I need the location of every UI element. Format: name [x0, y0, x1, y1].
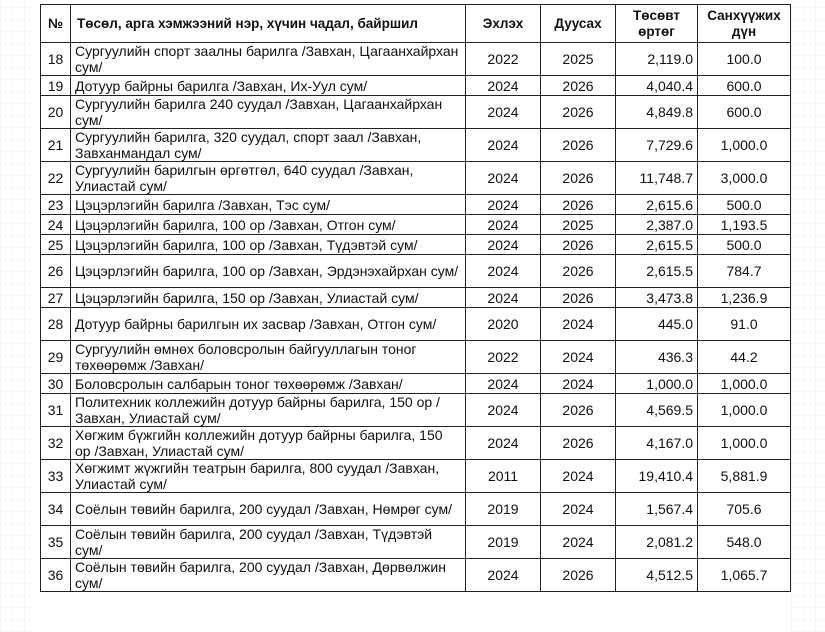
row-start-year: 2024: [466, 96, 541, 129]
row-number: 21: [41, 129, 71, 162]
row-funding-amount: 91.0: [698, 308, 791, 341]
row-start-year: 2024: [466, 427, 541, 460]
row-number: 34: [41, 493, 71, 526]
table-row: [41, 215, 791, 235]
row-end-year: 2024: [541, 374, 616, 394]
row-project-name: Хөгжим бүжгийн коллежийн дотуур байрны барилга, 150 ор /Завхан, Улиастай сум/: [71, 427, 466, 460]
row-funding-amount: 500.0: [698, 195, 791, 215]
row-budget-cost: 4,167.0: [616, 427, 698, 460]
row-end-year: 2026: [541, 255, 616, 288]
row-start-year: 2011: [466, 460, 541, 493]
decorative-pattern-right: [791, 0, 825, 632]
table-row: [41, 394, 791, 427]
table-row: [41, 288, 791, 308]
row-project-name: Дотуур байрны барилгын их засвар /Завхан, Отгон сум/: [71, 308, 466, 341]
row-budget-cost: 2,387.0: [616, 215, 698, 235]
row-funding-amount: 500.0: [698, 235, 791, 255]
row-number: 28: [41, 308, 71, 341]
row-number: 31: [41, 394, 71, 427]
row-funding-amount: 1,193.5: [698, 215, 791, 235]
row-start-year: 2024: [466, 255, 541, 288]
row-budget-cost: 436.3: [616, 341, 698, 374]
row-project-name: Хөгжимт жүжгийн театрын барилга, 800 суудал /Завхан, Улиастай сум/: [71, 460, 466, 493]
row-end-year: 2026: [541, 427, 616, 460]
row-number: 32: [41, 427, 71, 460]
table-row: [41, 526, 791, 559]
row-project-name: Сургуулийн спорт заалны барилга /Завхан, Цагаанхайрхан сум/: [71, 43, 466, 76]
row-budget-cost: 3,473.8: [616, 288, 698, 308]
table-row: [41, 162, 791, 195]
row-start-year: 2024: [466, 162, 541, 195]
row-number: 18: [41, 43, 71, 76]
row-project-name: Политехник коллежийн дотуур байрны барилга, 150 ор /Завхан, Улиастай сум/: [71, 394, 466, 427]
table-row: [41, 43, 791, 76]
row-budget-cost: 1,567.4: [616, 493, 698, 526]
row-number: 30: [41, 374, 71, 394]
row-funding-amount: 5,881.9: [698, 460, 791, 493]
row-number: 36: [41, 559, 71, 592]
row-budget-cost: 4,849.8: [616, 96, 698, 129]
row-funding-amount: 1,065.7: [698, 559, 791, 592]
row-end-year: 2025: [541, 215, 616, 235]
table-row: [41, 195, 791, 215]
row-start-year: 2022: [466, 341, 541, 374]
row-start-year: 2024: [466, 215, 541, 235]
row-funding-amount: 705.6: [698, 493, 791, 526]
row-budget-cost: 19,410.4: [616, 460, 698, 493]
row-project-name: Цэцэрлэгийн барилга /Завхан, Тэс сум/: [71, 195, 466, 215]
row-start-year: 2024: [466, 129, 541, 162]
row-project-name: Цэцэрлэгийн барилга, 100 ор /Завхан, Түдэвтэй сум/: [71, 235, 466, 255]
header-start: Эхлэх: [466, 5, 541, 43]
decorative-pattern-left: [0, 0, 34, 632]
row-number: 23: [41, 195, 71, 215]
row-funding-amount: 3,000.0: [698, 162, 791, 195]
table-row: [41, 129, 791, 162]
table-row: [41, 341, 791, 374]
row-end-year: 2026: [541, 76, 616, 96]
row-end-year: 2024: [541, 460, 616, 493]
projects-table: [40, 4, 791, 592]
row-end-year: 2026: [541, 394, 616, 427]
row-budget-cost: 1,000.0: [616, 374, 698, 394]
row-budget-cost: 2,081.2: [616, 526, 698, 559]
row-number: 22: [41, 162, 71, 195]
row-budget-cost: 445.0: [616, 308, 698, 341]
row-budget-cost: 2,615.5: [616, 235, 698, 255]
row-end-year: 2026: [541, 235, 616, 255]
row-start-year: 2024: [466, 374, 541, 394]
table-row: [41, 235, 791, 255]
row-funding-amount: 1,000.0: [698, 374, 791, 394]
table-row: [41, 427, 791, 460]
row-funding-amount: 1,236.9: [698, 288, 791, 308]
row-end-year: 2026: [541, 559, 616, 592]
row-number: 35: [41, 526, 71, 559]
row-funding-amount: 548.0: [698, 526, 791, 559]
row-funding-amount: 784.7: [698, 255, 791, 288]
row-project-name: Соёлын төвийн барилга, 200 суудал /Завхан, Нөмрөг сум/: [71, 493, 466, 526]
row-start-year: 2024: [466, 195, 541, 215]
row-start-year: 2024: [466, 235, 541, 255]
row-project-name: Сургуулийн барилгын өргөтгөл, 640 суудал /Завхан, Улиастай сум/: [71, 162, 466, 195]
row-number: 25: [41, 235, 71, 255]
row-funding-amount: 1,000.0: [698, 394, 791, 427]
table-row: [41, 76, 791, 96]
row-funding-amount: 600.0: [698, 76, 791, 96]
row-end-year: 2026: [541, 195, 616, 215]
row-end-year: 2026: [541, 129, 616, 162]
row-funding-amount: 100.0: [698, 43, 791, 76]
table-body: [41, 43, 791, 592]
row-budget-cost: 2,615.6: [616, 195, 698, 215]
row-project-name: Сургуулийн өмнөх боловсролын байгууллагын тоног төхөөрөмж /Завхан/: [71, 341, 466, 374]
row-number: 26: [41, 255, 71, 288]
row-number: 20: [41, 96, 71, 129]
row-start-year: 2019: [466, 493, 541, 526]
row-project-name: Сургуулийн барилга 240 суудал /Завхан, Цагаанхайрхан сум/: [71, 96, 466, 129]
row-project-name: Сургуулийн барилга, 320 суудал, спорт заал /Завхан, Завханмандал сум/: [71, 129, 466, 162]
row-budget-cost: 2,119.0: [616, 43, 698, 76]
table-row: [41, 96, 791, 129]
row-end-year: 2024: [541, 526, 616, 559]
header-cost: Төсөвт өртөг: [616, 5, 698, 43]
row-funding-amount: 44.2: [698, 341, 791, 374]
row-start-year: 2024: [466, 559, 541, 592]
row-project-name: Соёлын төвийн барилга, 200 суудал /Завхан, Түдэвтэй сум/: [71, 526, 466, 559]
row-number: 33: [41, 460, 71, 493]
row-funding-amount: 1,000.0: [698, 129, 791, 162]
row-budget-cost: 2,615.5: [616, 255, 698, 288]
header-name: Төсөл, арга хэмжээний нэр, хүчин чадал, байршил: [71, 5, 466, 43]
table-row: [41, 559, 791, 592]
row-number: 29: [41, 341, 71, 374]
header-end: Дуусах: [541, 5, 616, 43]
row-start-year: 2024: [466, 394, 541, 427]
table-row: [41, 255, 791, 288]
row-budget-cost: 11,748.7: [616, 162, 698, 195]
table-row: [41, 493, 791, 526]
table-row: [41, 374, 791, 394]
row-end-year: 2024: [541, 308, 616, 341]
row-funding-amount: 1,000.0: [698, 427, 791, 460]
row-end-year: 2026: [541, 162, 616, 195]
row-number: 19: [41, 76, 71, 96]
row-end-year: 2026: [541, 288, 616, 308]
row-end-year: 2024: [541, 341, 616, 374]
row-number: 24: [41, 215, 71, 235]
row-end-year: 2026: [541, 96, 616, 129]
row-budget-cost: 4,569.5: [616, 394, 698, 427]
row-project-name: Цэцэрлэгийн барилга, 150 ор /Завхан, Улиастай сум/: [71, 288, 466, 308]
row-project-name: Дотуур байрны барилга /Завхан, Их-Уул сум/: [71, 76, 466, 96]
row-project-name: Соёлын төвийн барилга, 200 суудал /Завхан, Дөрвөлжин сум/: [71, 559, 466, 592]
row-end-year: 2025: [541, 43, 616, 76]
row-end-year: 2024: [541, 493, 616, 526]
header-funding: Санхүүжих дүн: [698, 5, 791, 43]
row-start-year: 2024: [466, 76, 541, 96]
row-start-year: 2022: [466, 43, 541, 76]
row-project-name: Цэцэрлэгийн барилга, 100 ор /Завхан, Отгон сум/: [71, 215, 466, 235]
row-funding-amount: 600.0: [698, 96, 791, 129]
header-num: №: [41, 5, 71, 43]
table-row: [41, 308, 791, 341]
row-budget-cost: 7,729.6: [616, 129, 698, 162]
row-budget-cost: 4,512.5: [616, 559, 698, 592]
table-row: [41, 460, 791, 493]
row-start-year: 2019: [466, 526, 541, 559]
table-header-row: [41, 5, 791, 43]
row-start-year: 2020: [466, 308, 541, 341]
row-budget-cost: 4,040.4: [616, 76, 698, 96]
row-start-year: 2024: [466, 288, 541, 308]
row-number: 27: [41, 288, 71, 308]
row-project-name: Цэцэрлэгийн барилга, 100 ор /Завхан, Эрдэнэхайрхан сум/: [71, 255, 466, 288]
row-project-name: Боловсролын салбарын тоног төхөөрөмж /Завхан/: [71, 374, 466, 394]
